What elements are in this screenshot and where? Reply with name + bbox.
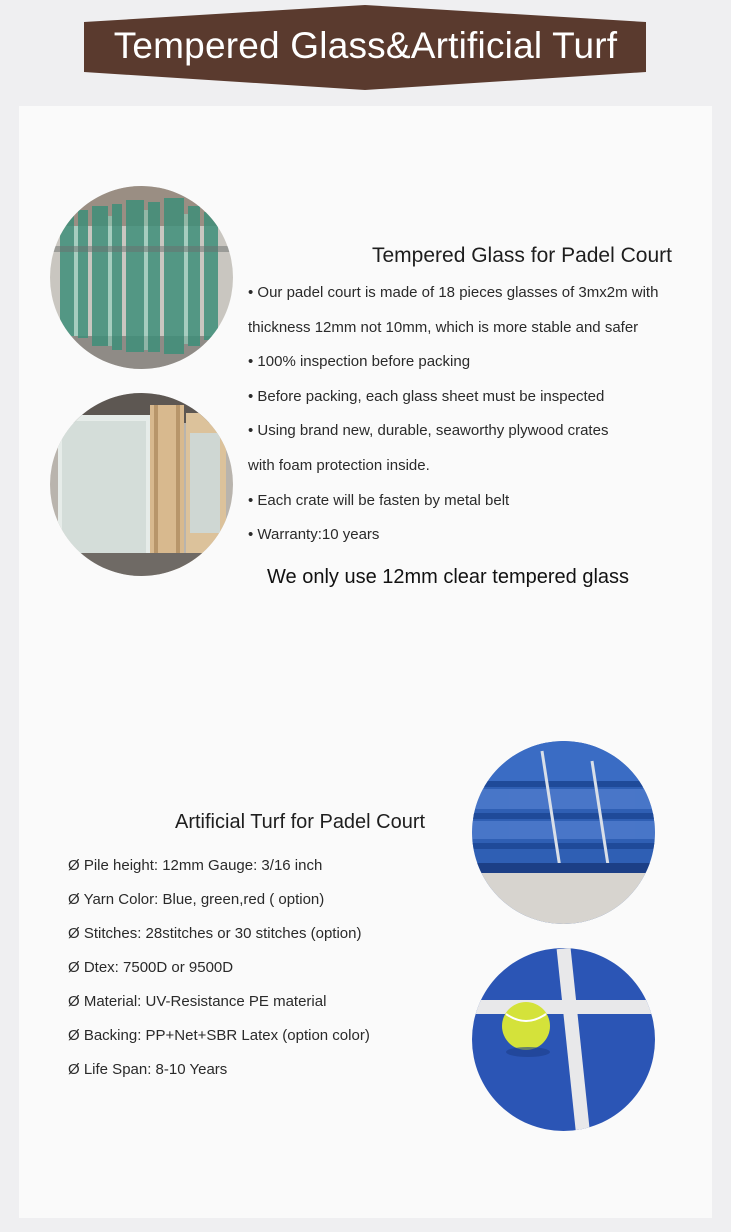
- turf-spec-line: Ø Material: UV-Resistance PE material: [68, 993, 327, 1010]
- turf-spec-line: Ø Stitches: 28stitches or 30 stitches (option): [68, 925, 362, 942]
- turf-spec-line: Ø Backing: PP+Net+SBR Latex (option color): [68, 1027, 370, 1044]
- glass-feature-line: • Each crate will be fasten by metal belt: [248, 491, 510, 509]
- glass-feature-list: [248, 281, 708, 558]
- turf-spec-line: Ø Pile height: 12mm Gauge: 3/16 inch: [68, 857, 323, 874]
- glass-heading: Tempered Glass for Padel Court: [372, 244, 672, 267]
- turf-rolls-photo: [472, 741, 655, 924]
- turf-spec-line: Ø Yarn Color: Blue, green,red ( option): [68, 891, 325, 908]
- glass-feature-line: • Using brand new, durable, seaworthy plywood crates: [248, 422, 609, 440]
- title-banner: [0, 0, 731, 100]
- turf-spec-line: Ø Dtex: 7500D or 9500D: [68, 959, 234, 976]
- glass-feature-line: • Our padel court is made of 18 pieces glasses of 3mx2m with: [248, 284, 659, 301]
- tennis-ball-on-turf-photo: [472, 948, 655, 1131]
- turf-spec-list: [68, 854, 468, 1092]
- glass-rack-photo: [50, 186, 233, 369]
- glass-feature-line: thickness 12mm not 10mm, which is more stable and safer: [248, 318, 639, 336]
- glass-emphasis: We only use 12mm clear tempered glass: [267, 566, 630, 588]
- glass-feature-line: with foam protection inside.: [248, 456, 430, 474]
- turf-heading: Artificial Turf for Padel Court: [175, 811, 426, 833]
- banner-title: Tempered Glass&Artificial Turf: [113, 25, 618, 66]
- turf-spec-line: Ø Life Span: 8-10 Years: [68, 1061, 228, 1078]
- glass-crate-photo: [50, 393, 233, 576]
- glass-feature-line: • 100% inspection before packing: [248, 353, 471, 371]
- glass-feature-line: • Warranty:10 years: [248, 526, 380, 544]
- glass-feature-line: • Before packing, each glass sheet must be inspected: [248, 387, 605, 405]
